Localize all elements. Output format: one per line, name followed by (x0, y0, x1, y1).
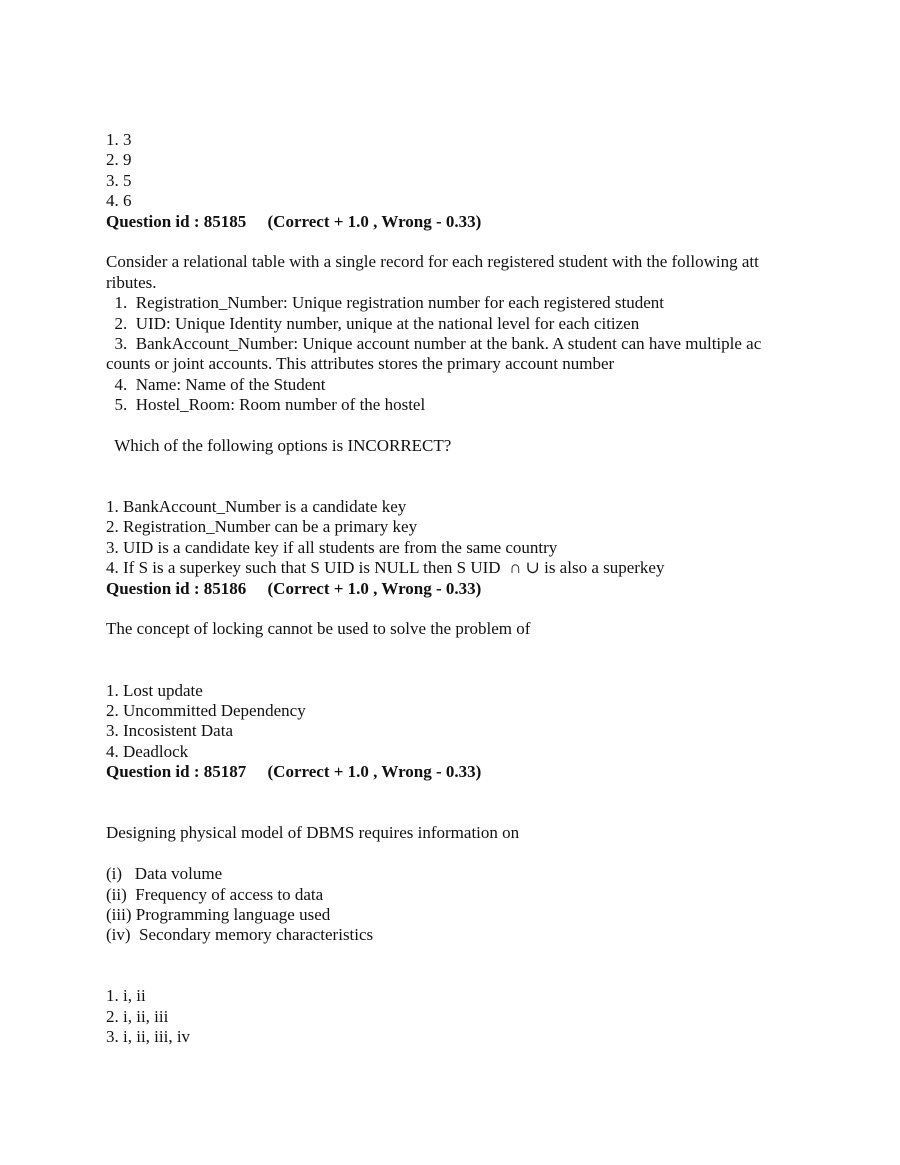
option: 3. Incosistent Data (106, 721, 233, 741)
list-item: (ii) Frequency of access to data (106, 884, 324, 904)
prev-options (106, 130, 806, 212)
list-item: (i) Data volume (106, 864, 223, 884)
option: 1. Lost update (106, 680, 203, 700)
option: 3. i, ii, iii, iv (106, 1027, 191, 1047)
list-item: (iv) Secondary memory characteristics (106, 925, 374, 945)
question-text: Consider a relational table with a single record for each registered student with the following att (106, 252, 759, 272)
option: 3. UID is a candidate key if all students are from the same country (106, 537, 558, 557)
question-header: Question id : 85185 (Correct + 1.0 , Wrong - 0.33) (106, 211, 482, 231)
option: 4. Deadlock (106, 741, 189, 761)
option: 2. 9 (106, 150, 132, 170)
option: 3. 5 (106, 170, 132, 190)
option: 2. i, ii, iii (106, 1006, 169, 1026)
option: 2. Registration_Number can be a primary key (106, 517, 418, 537)
question-header: Question id : 85187 (Correct + 1.0 , Wrong - 0.33) (106, 762, 482, 782)
attribute-item: counts or joint accounts. This attributes stores the primary account number (106, 354, 615, 374)
item-list (106, 864, 806, 946)
option-list (106, 986, 806, 1047)
option-list (106, 497, 806, 579)
attribute-item: 5. Hostel_Room: Room number of the hostel (106, 395, 426, 415)
option: 1. 3 (106, 130, 132, 149)
attribute-list (106, 293, 806, 415)
question-text: Designing physical model of DBMS requires information on (106, 823, 520, 843)
attribute-item: 3. BankAccount_Number: Unique account number at the bank. A student can have multiple ac (106, 333, 762, 353)
question-text: The concept of locking cannot be used to solve the problem of (106, 619, 531, 639)
question-prompt: Which of the following options is INCORRECT? (106, 435, 452, 455)
option: 4. 6 (106, 191, 132, 211)
attribute-item: 4. Name: Name of the Student (106, 374, 326, 394)
question-text: ributes. (106, 272, 157, 292)
attribute-item: 1. Registration_Number: Unique registration number for each registered student (106, 293, 665, 313)
option: 1. i, ii (106, 986, 146, 1006)
attribute-item: 2. UID: Unique Identity number, unique at the national level for each citizen (106, 313, 640, 333)
list-item: (iii) Programming language used (106, 904, 331, 924)
option: 1. BankAccount_Number is a candidate key (106, 497, 407, 517)
question-header: Question id : 85186 (Correct + 1.0 , Wrong - 0.33) (106, 578, 482, 598)
option-list (106, 681, 806, 763)
option: 4. If S is a superkey such that S UID is NULL then S UID ∩ ∪ is also a superkey (106, 558, 665, 578)
document-page (106, 130, 806, 1048)
option: 2. Uncommitted Dependency (106, 700, 306, 720)
